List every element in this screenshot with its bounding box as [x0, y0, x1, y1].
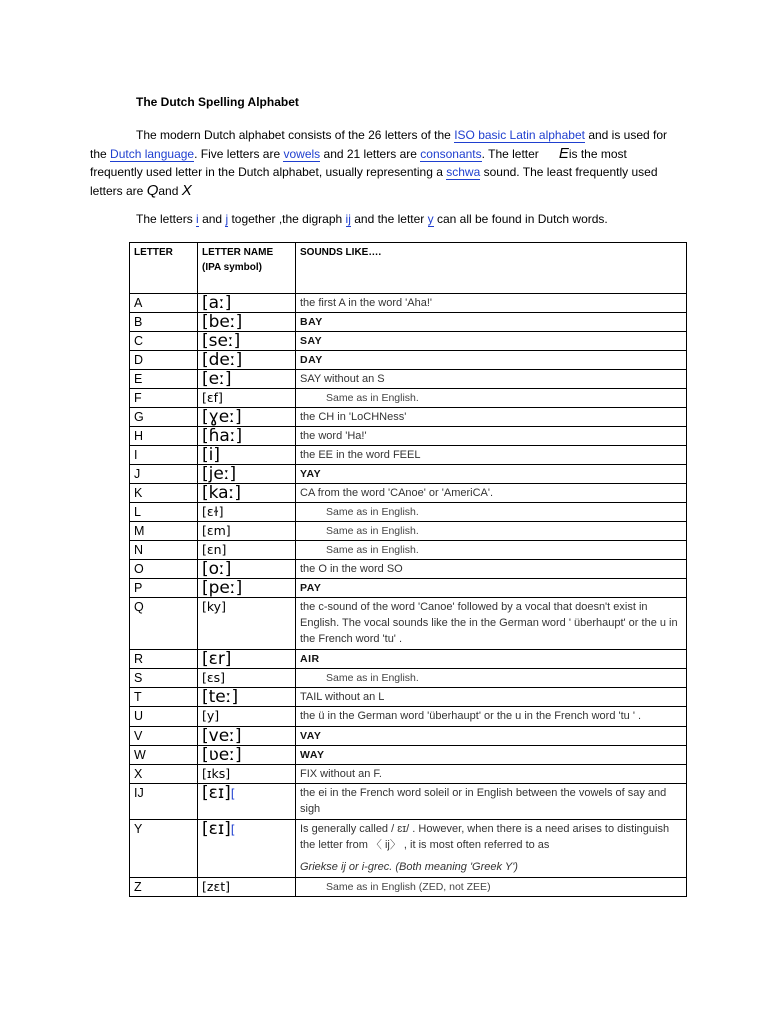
- table-row: [130, 650, 687, 669]
- letters-text-3: together ,the digraph: [231, 212, 343, 226]
- cell-letter: X: [130, 765, 198, 784]
- page-title: The Dutch Spelling Alphabet: [136, 95, 299, 109]
- cell-letter: D: [130, 351, 198, 370]
- cell-letter: F: [130, 389, 198, 408]
- intro-text-2: and is used for the: [90, 128, 668, 161]
- link-schwa[interactable]: schwa: [446, 165, 481, 179]
- ipa-reference-link[interactable]: [: [230, 823, 236, 837]
- cell-letter: E: [130, 370, 198, 389]
- sound-text: TAIL without an L: [300, 691, 385, 703]
- cell-sounds-like: [296, 707, 687, 727]
- intro-text-1: The modern Dutch alphabet consists of the 26 letters of the: [136, 128, 451, 142]
- cell-sounds-like: [296, 650, 687, 669]
- cell-sounds-like: [296, 541, 687, 560]
- header-letter-name-line1: LETTER NAME: [202, 247, 274, 258]
- table-row: [130, 446, 687, 465]
- cell-sounds-like: [296, 669, 687, 688]
- sound-text: the c-sound of the word 'Canoe' followed by a vocal that doesn't exist in English. The vocal sounds like the in the German word ' überhaupt' or the u in the French word 'tu' .: [300, 601, 678, 645]
- table-row: [130, 351, 687, 370]
- cell-ipa: [198, 427, 296, 446]
- sound-text: the ei in the French word soleil or in English between the vowels of say and sigh: [300, 787, 667, 815]
- intro-text-4: and 21 letters are: [323, 146, 417, 161]
- ipa-symbol: [ɛs]: [202, 670, 226, 685]
- intro-text-7: sound. The least frequently used letters are: [90, 165, 658, 198]
- letter-e: E: [558, 144, 569, 162]
- sound-text: Same as in English.: [326, 544, 419, 556]
- sound-text: WAY: [300, 749, 325, 761]
- sound-text: the CH in 'LoCHNess': [300, 411, 407, 423]
- cell-sounds-like: [296, 294, 687, 313]
- ipa-symbol: [ɛm]: [202, 523, 231, 538]
- table-row: [130, 370, 687, 389]
- ipa-symbol: [ky]: [202, 599, 226, 614]
- table-row: [130, 560, 687, 579]
- sound-text: the first A in the word 'Aha!': [300, 297, 432, 309]
- cell-sounds-like: [296, 408, 687, 427]
- header-letter: LETTER: [130, 243, 198, 294]
- cell-ipa: [198, 522, 296, 541]
- ipa-symbol: [teː]: [202, 687, 239, 707]
- cell-sounds-like: [296, 784, 687, 820]
- link-letter-i[interactable]: i: [196, 212, 199, 226]
- cell-sounds-like: [296, 765, 687, 784]
- cell-ipa: [198, 669, 296, 688]
- sound-text: the O in the word SO: [300, 563, 403, 575]
- cell-ipa: [198, 598, 296, 650]
- cell-letter: J: [130, 465, 198, 484]
- cell-ipa: [198, 707, 296, 727]
- letter-q: Q: [146, 181, 159, 199]
- intro-paragraph: [90, 126, 680, 200]
- cell-sounds-like: [296, 727, 687, 746]
- table-row: [130, 727, 687, 746]
- ipa-symbol: [peː]: [202, 578, 243, 598]
- cell-ipa: [198, 503, 296, 522]
- cell-letter: M: [130, 522, 198, 541]
- intro-text-6: is the most frequently used letter in the Dutch alphabet, usually representing a: [90, 146, 627, 179]
- cell-letter: U: [130, 707, 198, 727]
- cell-letter: C: [130, 332, 198, 351]
- ipa-symbol: [jeː]: [202, 464, 237, 484]
- table-row: [130, 784, 687, 820]
- cell-letter: Z: [130, 878, 198, 897]
- cell-letter: Q: [130, 598, 198, 650]
- cell-letter: T: [130, 688, 198, 707]
- cell-ipa: [198, 746, 296, 765]
- ipa-symbol: [ɛɪ]: [202, 783, 231, 803]
- ipa-symbol: [ɛɪ]: [202, 819, 231, 839]
- letters-text-4: and the letter: [354, 212, 425, 226]
- cell-letter: S: [130, 669, 198, 688]
- cell-letter: G: [130, 408, 198, 427]
- ipa-symbol: [aː]: [202, 293, 232, 313]
- cell-ipa: [198, 688, 296, 707]
- ipa-symbol: [y]: [202, 708, 220, 723]
- sound-text: the ü in the German word 'überhaupt' or the u in the French word 'tu ' .: [300, 710, 642, 722]
- ipa-reference-link[interactable]: [: [230, 787, 236, 801]
- sound-text: YAY: [300, 468, 322, 480]
- sound-text: the EE in the word FEEL: [300, 449, 421, 461]
- cell-sounds-like: [296, 560, 687, 579]
- cell-ipa: [198, 541, 296, 560]
- sound-text: Same as in English (ZED, not ZEE): [326, 881, 491, 893]
- cell-sounds-like: [296, 332, 687, 351]
- table-header-row: [130, 243, 687, 294]
- cell-sounds-like: [296, 598, 687, 650]
- sound-text: DAY: [300, 354, 323, 366]
- cell-sounds-like: [296, 878, 687, 897]
- sound-text: Same as in English.: [326, 672, 419, 684]
- cell-ipa: [198, 332, 296, 351]
- table-row: [130, 820, 687, 878]
- ipa-symbol: [veː]: [202, 726, 242, 746]
- ipa-symbol: [ɣeː]: [202, 407, 242, 427]
- table-body: [130, 294, 687, 897]
- link-letter-y[interactable]: y: [427, 212, 434, 226]
- link-dutch-language[interactable]: Dutch language: [110, 146, 195, 161]
- ipa-symbol: [zɛt]: [202, 879, 230, 894]
- cell-sounds-like: [296, 746, 687, 765]
- sound-text: the word 'Ha!': [300, 430, 367, 442]
- cell-sounds-like: [296, 503, 687, 522]
- ipa-symbol: [kaː]: [202, 483, 241, 503]
- ipa-symbol: [ʋeː]: [202, 745, 242, 765]
- cell-ipa: [198, 727, 296, 746]
- table-row: [130, 294, 687, 313]
- ipa-symbol: [ɛɫ]: [202, 504, 224, 519]
- table-row: [130, 669, 687, 688]
- cell-letter: Y: [130, 820, 198, 878]
- cell-ipa: [198, 579, 296, 598]
- ipa-symbol: [ɛn]: [202, 542, 227, 557]
- table-row: [130, 541, 687, 560]
- sound-text: AIR: [300, 653, 320, 665]
- cell-sounds-like: [296, 427, 687, 446]
- cell-ipa: [198, 878, 296, 897]
- sound-text: Same as in English.: [326, 392, 419, 404]
- sound-text: Same as in English.: [326, 506, 419, 518]
- cell-ipa: [198, 650, 296, 669]
- cell-ipa: [198, 765, 296, 784]
- cell-letter: L: [130, 503, 198, 522]
- ipa-symbol: [ɦaː]: [202, 426, 243, 446]
- cell-letter: A: [130, 294, 198, 313]
- table-row: [130, 878, 687, 897]
- cell-ipa: [198, 351, 296, 370]
- table-row: [130, 579, 687, 598]
- sound-text: Is generally called / ɛɪ/ . However, when there is a need arises to distinguish the letter from 〈 ij〉 , it is most often referred to as: [300, 823, 670, 851]
- cell-ipa: [198, 560, 296, 579]
- alphabet-table: [129, 242, 687, 897]
- sound-text: PAY: [300, 582, 322, 594]
- ipa-symbol: [deː]: [202, 350, 243, 370]
- table-row: [130, 408, 687, 427]
- cell-letter: P: [130, 579, 198, 598]
- cell-letter: N: [130, 541, 198, 560]
- cell-ipa: [198, 408, 296, 427]
- table-row: [130, 522, 687, 541]
- ipa-symbol: [ɛf]: [202, 390, 223, 405]
- letters-text-5: can all be found in Dutch words.: [436, 212, 608, 226]
- cell-sounds-like: [296, 313, 687, 332]
- cell-sounds-like: [296, 389, 687, 408]
- cell-ipa: [198, 784, 296, 820]
- link-letter-j[interactable]: j: [225, 212, 229, 226]
- cell-letter: IJ: [130, 784, 198, 820]
- ipa-symbol: [eː]: [202, 369, 232, 389]
- cell-sounds-like: [296, 351, 687, 370]
- cell-sounds-like: [296, 579, 687, 598]
- header-letter-name-line2: (IPA symbol): [202, 262, 263, 273]
- table-row: [130, 503, 687, 522]
- sound-text: SAY: [300, 335, 323, 347]
- cell-letter: B: [130, 313, 198, 332]
- cell-letter: R: [130, 650, 198, 669]
- sound-text: FIX without an F.: [300, 768, 382, 780]
- cell-sounds-like: [296, 370, 687, 389]
- table-row: [130, 484, 687, 503]
- sound-text: SAY without an S: [300, 373, 385, 385]
- cell-sounds-like: [296, 522, 687, 541]
- table-row: [130, 427, 687, 446]
- cell-letter: W: [130, 746, 198, 765]
- table-row: [130, 389, 687, 408]
- letters-text-1: The letters: [136, 212, 193, 226]
- header-sounds-like: SOUNDS LIKE….: [296, 243, 687, 294]
- link-digraph-ij[interactable]: ij: [345, 212, 351, 226]
- link-iso-basic-latin-alphabet[interactable]: ISO basic Latin alphabet: [454, 128, 585, 142]
- ipa-symbol: [seː]: [202, 331, 241, 351]
- cell-letter: I: [130, 446, 198, 465]
- ipa-symbol: [ɛr]: [202, 649, 232, 669]
- letters-sentence: [136, 212, 608, 226]
- cell-ipa: [198, 294, 296, 313]
- table-row: [130, 465, 687, 484]
- cell-letter: H: [130, 427, 198, 446]
- ipa-symbol: [beː]: [202, 312, 243, 332]
- cell-sounds-like: [296, 484, 687, 503]
- letters-text-2: and: [202, 212, 223, 226]
- cell-letter: O: [130, 560, 198, 579]
- link-consonants[interactable]: consonants: [420, 146, 482, 161]
- sound-text: CA from the word 'CAnoe' or 'AmeriCA'.: [300, 487, 494, 499]
- cell-ipa: [198, 446, 296, 465]
- cell-ipa: [198, 313, 296, 332]
- table-row: [130, 765, 687, 784]
- letter-x: X: [181, 181, 192, 199]
- table-row: [130, 332, 687, 351]
- cell-sounds-like: [296, 820, 687, 878]
- cell-letter: K: [130, 484, 198, 503]
- cell-ipa: [198, 820, 296, 878]
- cell-sounds-like: [296, 446, 687, 465]
- ipa-symbol: [i]: [202, 445, 220, 465]
- sound-text: VAY: [300, 730, 322, 742]
- sound-text: BAY: [300, 316, 323, 328]
- cell-sounds-like: [296, 688, 687, 707]
- table-row: [130, 598, 687, 650]
- cell-ipa: [198, 484, 296, 503]
- table-row: [130, 746, 687, 765]
- ipa-symbol: [oː]: [202, 559, 232, 579]
- cell-ipa: [198, 370, 296, 389]
- link-vowels[interactable]: vowels: [283, 146, 321, 161]
- sound-text: Same as in English.: [326, 525, 419, 537]
- cell-ipa: [198, 389, 296, 408]
- cell-ipa: [198, 465, 296, 484]
- header-letter-name: [198, 243, 296, 294]
- table-row: [130, 313, 687, 332]
- intro-text-3: . Five letters are: [194, 146, 281, 161]
- intro-text-8: and: [158, 183, 179, 198]
- cell-sounds-like: [296, 465, 687, 484]
- cell-letter: V: [130, 727, 198, 746]
- table-row: [130, 707, 687, 727]
- intro-text-5: . The letter: [481, 146, 539, 161]
- table-row: [130, 688, 687, 707]
- sound-text-2: Griekse ij or i-grec. (Both meaning 'Greek Y'): [300, 861, 518, 873]
- ipa-symbol: [ɪks]: [202, 766, 231, 781]
